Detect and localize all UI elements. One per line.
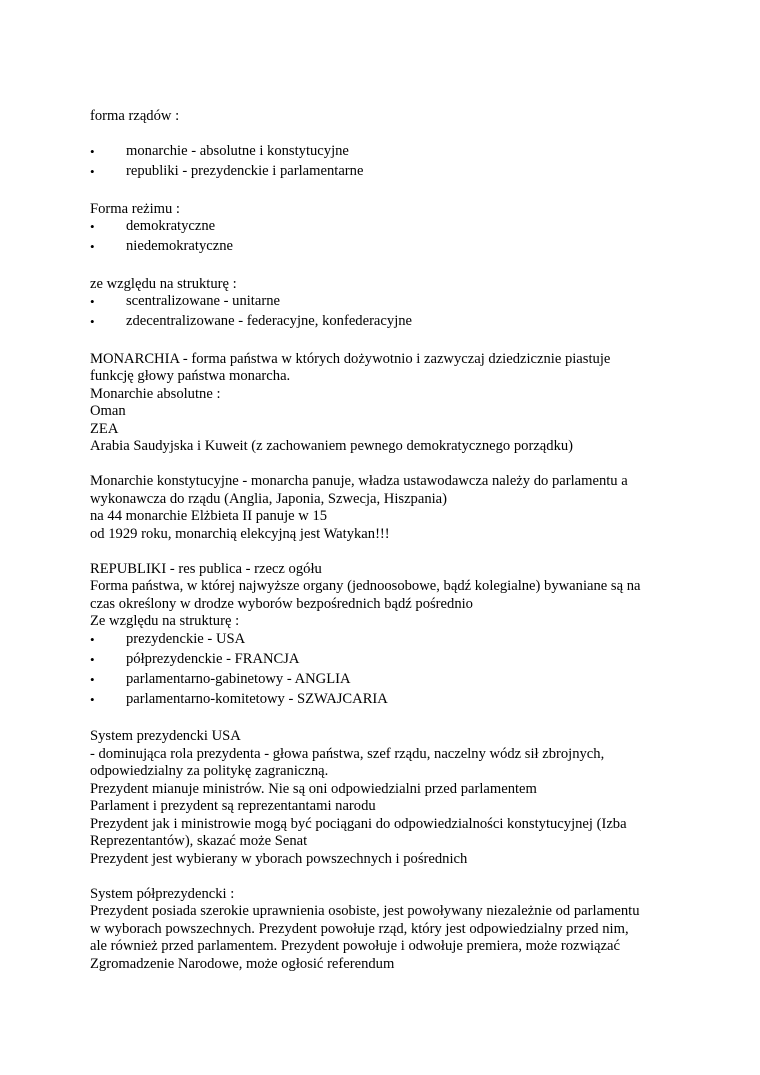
document-page: [90, 108, 690, 973]
list-item: • zdecentralizowane - federacyjne, konfederacyjne: [90, 313, 413, 329]
text-line: Prezydent jak i ministrowie mogą być pociągani do odpowiedzialności konstytucyjnej (Izba: [90, 815, 627, 832]
text-line: Zgromadzenie Narodowe, może ogłosić referendum: [90, 955, 395, 972]
spacer: [90, 456, 690, 474]
republiki-struktura-heading: Ze względu na strukturę :: [90, 613, 240, 629]
bullet-icon: •: [90, 691, 95, 707]
republiki-list: [90, 631, 690, 709]
struktura-heading: ze względu na strukturę :: [90, 275, 237, 292]
text-line: Prezydent mianuje ministrów. Nie są oni odpowiedzialni przed parlamentem: [90, 780, 537, 797]
system-polprezydencki-heading: System półprezydencki :: [90, 885, 235, 902]
note-line: od 1929 roku, monarchią elekcyjną jest Watykan!!!: [90, 525, 390, 542]
list-item: • parlamentarno-gabinetowy - ANGLIA: [90, 670, 351, 687]
bullet-icon: •: [90, 651, 95, 667]
text-line: w wyborach powszechnych. Prezydent powołuje rząd, który jest odpowiedzialny przed nim,: [90, 920, 629, 937]
republiki-definition: Forma państwa, w której najwyższe organy (jednoosobowe, bądź kolegialne) bywaniane są na czas określony w drodze wyborów bezpośrednich bądź pośrednio: [90, 578, 641, 612]
system-usa-heading: System prezydencki USA: [90, 728, 241, 744]
spacer: [90, 333, 690, 351]
spacer: [90, 258, 690, 276]
monarchie-absolutne-heading: Monarchie absolutne :: [90, 385, 221, 402]
forma-rezimu-list: [90, 218, 690, 256]
bullet-icon: •: [90, 314, 95, 329]
text-line: Prezydent jest wybierany w yborach powszechnych i pośrednich: [90, 850, 468, 867]
example-line: Arabia Saudyjska i Kuweit (z zachowaniem pewnego demokratycznego porządku): [90, 438, 574, 454]
spacer: [90, 868, 690, 886]
bullet-icon: •: [90, 239, 95, 254]
list-item: • republiki - prezydenckie i parlamentarne: [90, 163, 364, 179]
bullet-icon: •: [90, 144, 95, 159]
text-line: odpowiedzialny za politykę zagraniczną.: [90, 763, 329, 779]
bullet-icon: •: [90, 631, 95, 647]
bullet-icon: •: [90, 164, 95, 179]
list-item: • niedemokratyczne: [90, 238, 233, 254]
example-line: Oman: [90, 403, 126, 419]
text-line: Parlament i prezydent są reprezentantami narodu: [90, 798, 376, 814]
bullet-icon: •: [90, 219, 95, 234]
text-line: Prezydent posiada szerokie uprawnienia osobiste, jest powoływany niezależnie od parlamentu: [90, 903, 640, 919]
example-line: ZEA: [90, 420, 119, 437]
list-item: • monarchie - absolutne i konstytucyjne: [90, 143, 349, 159]
list-item: • scentralizowane - unitarne: [90, 293, 280, 309]
list-item: • parlamentarno-komitetowy - SZWAJCARIA: [90, 690, 388, 707]
list-item: • prezydenckie - USA: [90, 630, 246, 647]
monarchie-konstytucyjne: Monarchie konstytucyjne - monarcha panuje, władza ustawodawcza należy do parlamentu a wykonawcza do rządu (Anglia, Japonia, Szwecja, Hiszpania): [90, 473, 628, 507]
list-item: • demokratyczne: [90, 218, 216, 234]
list-item: • półprezydenckie - FRANCJA: [90, 650, 300, 667]
struktura-list: [90, 293, 690, 331]
monarchia-definition: MONARCHIA - forma państwa w których dożywotnio i zazwyczaj dziedzicznie piastuje funkcję głowy państwa monarcha.: [90, 350, 611, 384]
spacer: [90, 543, 690, 561]
spacer: [90, 183, 690, 201]
bullet-icon: •: [90, 671, 95, 687]
spacer: [90, 126, 690, 144]
forma-rzadow-list: [90, 143, 690, 181]
bullet-icon: •: [90, 294, 95, 309]
note-line: na 44 monarchie Elżbieta II panuje w 15: [90, 508, 328, 524]
text-line: Reprezentantów), skazać może Senat: [90, 833, 308, 849]
republiki-heading: REPUBLIKI - res publica - rzecz ogółu: [90, 560, 322, 577]
forma-rzadow-heading: forma rządów :: [90, 108, 180, 124]
text-line: ale również przed parlamentem. Prezydent powołuje i odwołuje premiera, może rozwiązać: [90, 938, 621, 954]
text-line: - dominująca rola prezydenta - głowa państwa, szef rządu, naczelny wódz sił zbrojnych,: [90, 745, 605, 762]
spacer: [90, 711, 690, 729]
forma-rezimu-heading: Forma reżimu :: [90, 200, 180, 217]
